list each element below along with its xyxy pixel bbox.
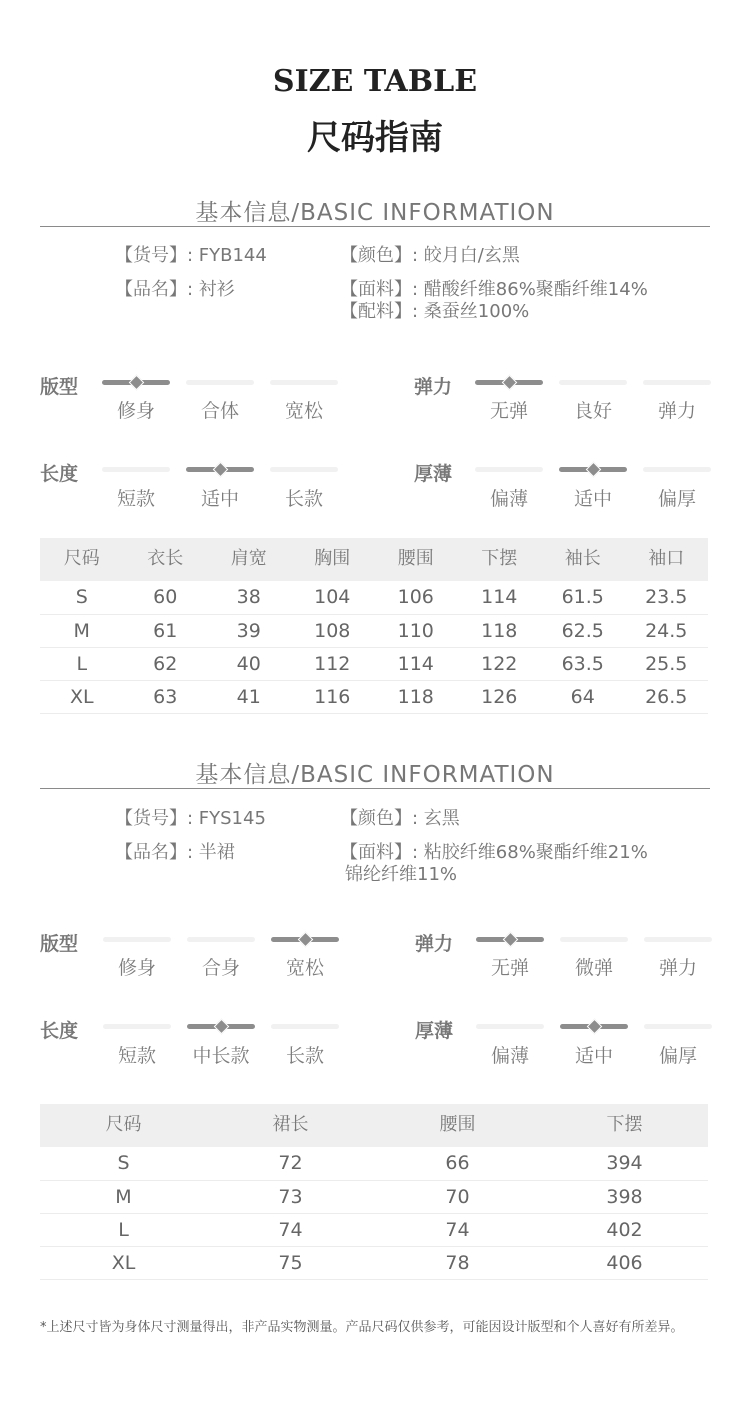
section-divider xyxy=(40,788,710,789)
table-cell: 110 xyxy=(374,614,458,647)
table-cell: XL xyxy=(40,1246,207,1279)
table-cell: 78 xyxy=(374,1246,541,1279)
table-row xyxy=(40,614,708,647)
table-cell: 23.5 xyxy=(625,581,709,614)
table-header-cell: 裙长 xyxy=(207,1104,374,1147)
table-cell: 66 xyxy=(374,1147,541,1180)
table-header-cell: 下摆 xyxy=(458,538,542,581)
stretch-label: 弹力 xyxy=(414,376,453,398)
size-table-bottom xyxy=(40,1104,708,1280)
table-header-cell: 胸围 xyxy=(291,538,375,581)
table-cell: 108 xyxy=(291,614,375,647)
stretch-option-label: 微弹 xyxy=(574,957,613,979)
fit-option-bar xyxy=(187,937,255,942)
thickness-option-label: 适中 xyxy=(574,1045,613,1067)
item-color: 【颜色】: 玄黑 xyxy=(340,808,460,829)
table-row xyxy=(40,1213,708,1246)
length-option-label: 短款 xyxy=(117,1045,156,1067)
item-fabric: 【面料】: 粘胶纤维68%聚酯纤维21% xyxy=(340,842,648,863)
fit-option-label: 宽松 xyxy=(284,400,323,422)
table-cell: 63 xyxy=(124,680,208,713)
table-cell: 104 xyxy=(291,581,375,614)
table-cell: 40 xyxy=(207,647,291,680)
table-row xyxy=(40,581,708,614)
item-color: 【颜色】: 皎月白/玄黑 xyxy=(340,245,520,266)
table-cell: S xyxy=(40,581,124,614)
thickness-option-bar xyxy=(559,467,627,472)
length-option-label: 短款 xyxy=(116,488,155,510)
table-cell: 60 xyxy=(124,581,208,614)
stretch-option-bar xyxy=(560,937,628,942)
table-row xyxy=(40,680,708,713)
fit-option-label: 宽松 xyxy=(285,957,324,979)
table-cell: 75 xyxy=(207,1246,374,1279)
table-cell: 26.5 xyxy=(625,680,709,713)
fit-option-label: 合身 xyxy=(201,957,240,979)
table-cell: 74 xyxy=(207,1213,374,1246)
length-option-label: 适中 xyxy=(200,488,239,510)
table-cell: 112 xyxy=(291,647,375,680)
length-option-bar xyxy=(103,1024,171,1029)
thickness-option-bar xyxy=(560,1024,628,1029)
table-cell: M xyxy=(40,1180,207,1213)
table-header-cell: 腰围 xyxy=(374,538,458,581)
length-option-bar xyxy=(271,1024,339,1029)
item-number: 【货号】: FYS145 xyxy=(115,808,266,829)
fit-option-label: 修身 xyxy=(116,400,155,422)
table-cell: L xyxy=(40,1213,207,1246)
table-header-cell: 衣长 xyxy=(124,538,208,581)
item-fabric: 【面料】: 醋酸纤维86%聚酯纤维14% xyxy=(340,279,648,300)
table-cell: 24.5 xyxy=(625,614,709,647)
table-header-cell: 袖口 xyxy=(625,538,709,581)
item-lining: 【配料】: 桑蚕丝100% xyxy=(340,301,530,322)
length-option-bar xyxy=(187,1024,255,1029)
table-cell: 25.5 xyxy=(625,647,709,680)
table-cell: 61.5 xyxy=(541,581,625,614)
fit-label: 版型 xyxy=(40,933,79,955)
table-cell: M xyxy=(40,614,124,647)
fit-option-bar xyxy=(102,380,170,385)
thickness-option-label: 偏厚 xyxy=(658,1045,697,1067)
table-cell: 38 xyxy=(207,581,291,614)
length-option-bar xyxy=(270,467,338,472)
thickness-option-bar xyxy=(476,1024,544,1029)
title-zh: 尺码指南 xyxy=(307,118,443,158)
item-fabric-continued: 锦纶纤维11% xyxy=(345,864,458,885)
table-cell: 118 xyxy=(458,614,542,647)
table-cell: 61 xyxy=(124,614,208,647)
section-divider xyxy=(40,226,710,227)
item-name: 【品名】: 衬衫 xyxy=(115,279,235,300)
table-cell: 106 xyxy=(374,581,458,614)
fit-option-bar xyxy=(271,937,339,942)
table-cell: 398 xyxy=(541,1180,708,1213)
length-option-label: 长款 xyxy=(285,1045,324,1067)
table-cell: 118 xyxy=(374,680,458,713)
thickness-option-bar xyxy=(475,467,543,472)
table-cell: 64 xyxy=(541,680,625,713)
table-header-cell: 尺码 xyxy=(40,538,124,581)
fit-option-bar xyxy=(270,380,338,385)
table-row xyxy=(40,647,708,680)
table-header-cell: 腰围 xyxy=(374,1104,541,1147)
table-cell: 116 xyxy=(291,680,375,713)
table-cell: 63.5 xyxy=(541,647,625,680)
table-cell: XL xyxy=(40,680,124,713)
fit-label: 版型 xyxy=(40,376,79,398)
table-cell: 41 xyxy=(207,680,291,713)
length-option-bar xyxy=(102,467,170,472)
table-cell: 114 xyxy=(374,647,458,680)
stretch-option-label: 弹力 xyxy=(658,957,697,979)
table-cell: 73 xyxy=(207,1180,374,1213)
table-header-cell: 尺码 xyxy=(40,1104,207,1147)
table-cell: 39 xyxy=(207,614,291,647)
table-cell: 62.5 xyxy=(541,614,625,647)
table-cell: 402 xyxy=(541,1213,708,1246)
thickness-option-label: 偏薄 xyxy=(489,488,528,510)
fit-option-bar xyxy=(103,937,171,942)
fit-option-label: 合体 xyxy=(200,400,239,422)
table-cell: 406 xyxy=(541,1246,708,1279)
size-table-top xyxy=(40,538,708,714)
stretch-option-label: 无弹 xyxy=(489,400,528,422)
item-name: 【品名】: 半裙 xyxy=(115,842,235,863)
table-cell: 126 xyxy=(458,680,542,713)
length-option-label: 长款 xyxy=(284,488,323,510)
table-header-cell: 肩宽 xyxy=(207,538,291,581)
table-cell: 74 xyxy=(374,1213,541,1246)
stretch-label: 弹力 xyxy=(415,933,454,955)
stretch-option-bar xyxy=(476,937,544,942)
length-label: 长度 xyxy=(40,1020,79,1042)
thickness-option-label: 偏薄 xyxy=(490,1045,529,1067)
thickness-option-label: 适中 xyxy=(573,488,612,510)
stretch-option-bar xyxy=(644,937,712,942)
stretch-option-bar xyxy=(643,380,711,385)
thickness-label: 厚薄 xyxy=(414,463,453,485)
length-label: 长度 xyxy=(40,463,79,485)
table-header-row xyxy=(40,1104,708,1147)
table-cell: 394 xyxy=(541,1147,708,1180)
table-row xyxy=(40,1180,708,1213)
thickness-label: 厚薄 xyxy=(415,1020,454,1042)
table-cell: 114 xyxy=(458,581,542,614)
table-cell: 72 xyxy=(207,1147,374,1180)
table-header-cell: 袖长 xyxy=(541,538,625,581)
length-option-bar xyxy=(186,467,254,472)
item-number: 【货号】: FYB144 xyxy=(115,245,267,266)
section-title: 基本信息/BASIC INFORMATION xyxy=(195,762,555,788)
fit-option-bar xyxy=(186,380,254,385)
title-en: SIZE TABLE xyxy=(272,64,478,99)
length-option-label: 中长款 xyxy=(192,1045,250,1067)
thickness-option-bar xyxy=(643,467,711,472)
table-row xyxy=(40,1147,708,1180)
thickness-option-bar xyxy=(644,1024,712,1029)
stretch-option-bar xyxy=(559,380,627,385)
footnote: *上述尺寸皆为身体尺寸测量得出，非产品实物测量。产品尺码仅供参考，可能因设计版型和个人喜好有所差异。 xyxy=(40,1320,684,1335)
table-row xyxy=(40,1246,708,1279)
table-cell: 70 xyxy=(374,1180,541,1213)
table-cell: L xyxy=(40,647,124,680)
table-cell: S xyxy=(40,1147,207,1180)
section-title: 基本信息/BASIC INFORMATION xyxy=(195,200,555,226)
stretch-option-label: 弹力 xyxy=(657,400,696,422)
fit-option-label: 修身 xyxy=(117,957,156,979)
table-header-cell: 下摆 xyxy=(541,1104,708,1147)
stretch-option-label: 无弹 xyxy=(490,957,529,979)
table-header-row xyxy=(40,538,708,581)
thickness-option-label: 偏厚 xyxy=(657,488,696,510)
stretch-option-label: 良好 xyxy=(573,400,612,422)
stretch-option-bar xyxy=(475,380,543,385)
table-cell: 62 xyxy=(124,647,208,680)
table-cell: 122 xyxy=(458,647,542,680)
